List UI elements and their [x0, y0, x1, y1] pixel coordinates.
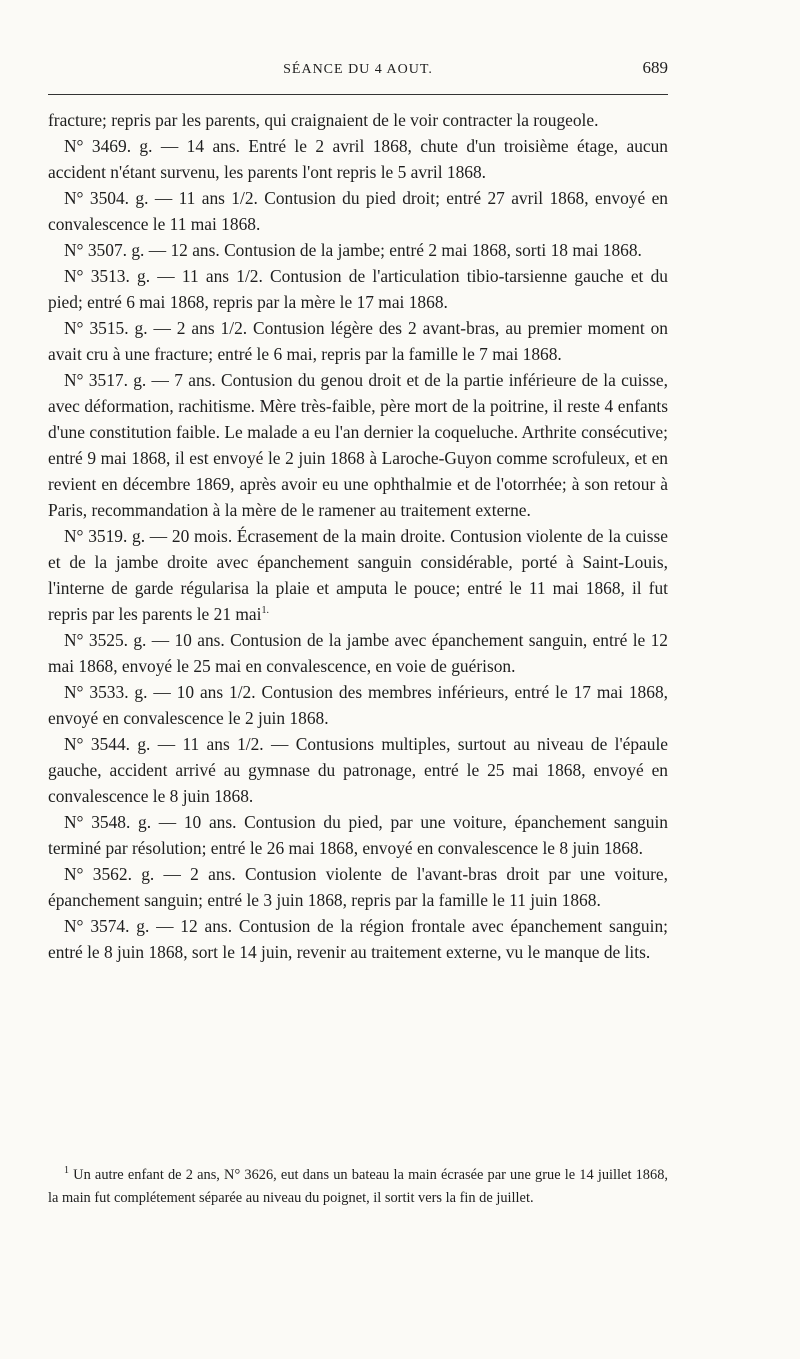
- case-entry-3504: N° 3504. g. — 11 ans 1/2. Contusion du pied droit; entré 27 avril 1868, envoyé en convalescence le 11 mai 1868.: [48, 188, 668, 234]
- page: [48, 58, 668, 965]
- case-entry-3548: N° 3548. g. — 10 ans. Contusion du pied, par une voiture, épanchement sanguin terminé par résolution; entré le 26 mai 1868, envoyé en convalescence le 8 juin 1868.: [48, 812, 668, 858]
- page-number: 689: [642, 58, 668, 77]
- case-entry-3517: N° 3517. g. — 7 ans. Contusion du genou droit et de la partie inférieure de la cuisse, avec déformation, rachitisme. Mère très-faible, père mort de la poitrine, il reste 4 enfants d'une constitution faible. Le malade a eu l'an dernier la coqueluche. Arthrite consécutive; entré 9 mai 1868, il est envoyé le 2 juin 1868 à Laroche-Guyon comme scrofuleux, et en revient en décembre 1869, après avoir eu une ophthalmie et de l'otorrhée; à son retour à Paris, recommandation à la mère de le ramener au traitement externe.: [48, 370, 668, 520]
- footnote-marker: 1: [64, 1165, 69, 1177]
- continuation-paragraph: fracture; repris par les parents, qui craignaient de le voir contracter la rougeole.: [48, 110, 599, 130]
- footnote: [48, 1164, 668, 1210]
- case-entry-3533: N° 3533. g. — 10 ans 1/2. Contusion des membres inférieurs, entré le 17 mai 1868, envoyé en convalescence le 2 juin 1868.: [48, 682, 668, 728]
- header-title: SÉANCE DU 4 AOUT.: [283, 62, 433, 77]
- case-entry-3519: [48, 523, 668, 627]
- case-entry-3507: N° 3507. g. — 12 ans. Contusion de la jambe; entré 2 mai 1868, sorti 18 mai 1868.: [64, 240, 642, 260]
- case-entry-3544: N° 3544. g. — 11 ans 1/2. — Contusions multiples, surtout au niveau de l'épaule gauche, accident arrivé au gymnase du patronage, entré le 25 mai 1868, envoyé en convalescence le 8 juin 1868.: [48, 734, 668, 806]
- footnote-reference: 1.: [261, 605, 269, 617]
- case-entry-3513: N° 3513. g. — 11 ans 1/2. Contusion de l'articulation tibio-tarsienne gauche et du pied; entré 6 mai 1868, repris par la mère le 17 mai 1868.: [48, 266, 668, 312]
- running-header: [48, 58, 668, 82]
- case-entry-3574: N° 3574. g. — 12 ans. Contusion de la région frontale avec épanchement sanguin; entré le 8 juin 1868, sort le 14 juin, revenir au traitement externe, vu le manque de lits.: [48, 916, 668, 962]
- case-entry-3469: N° 3469. g. — 14 ans. Entré le 2 avril 1868, chute d'un troisième étage, aucun accident n'étant survenu, les parents l'ont repris le 5 avril 1868.: [48, 136, 668, 182]
- case-entry-3562: N° 3562. g. — 2 ans. Contusion violente de l'avant-bras droit par une voiture, épanchement sanguin; entré le 3 juin 1868, repris par la famille le 11 juin 1868.: [48, 864, 668, 910]
- body-text: [48, 107, 668, 965]
- case-entry-3515: N° 3515. g. — 2 ans 1/2. Contusion légère des 2 avant-bras, au premier moment on avait cru à une fracture; entré le 6 mai, repris par la famille le 7 mai 1868.: [48, 318, 668, 364]
- case-entry-3519-text: N° 3519. g. — 20 mois. Écrasement de la main droite. Contusion violente de la cuisse et de la jambe droite avec épanchement sanguin considérable, porté à Saint-Louis, l'interne de garde régularisa la plaie et amputa le pouce; entré le 11 mai 1868, il fut repris par les parents le 21 mai: [48, 526, 668, 624]
- case-entry-3525: N° 3525. g. — 10 ans. Contusion de la jambe avec épanchement sanguin, entré le 12 mai 1868, envoyé le 25 mai en convalescence, en voie de guérison.: [48, 630, 668, 676]
- footnote-text: Un autre enfant de 2 ans, N° 3626, eut dans un bateau la main écrasée par une grue le 14 juillet 1868, la main fut complétement séparée au niveau du poignet, il sortit vers la fin de juillet.: [48, 1167, 668, 1206]
- header-rule: [48, 94, 668, 95]
